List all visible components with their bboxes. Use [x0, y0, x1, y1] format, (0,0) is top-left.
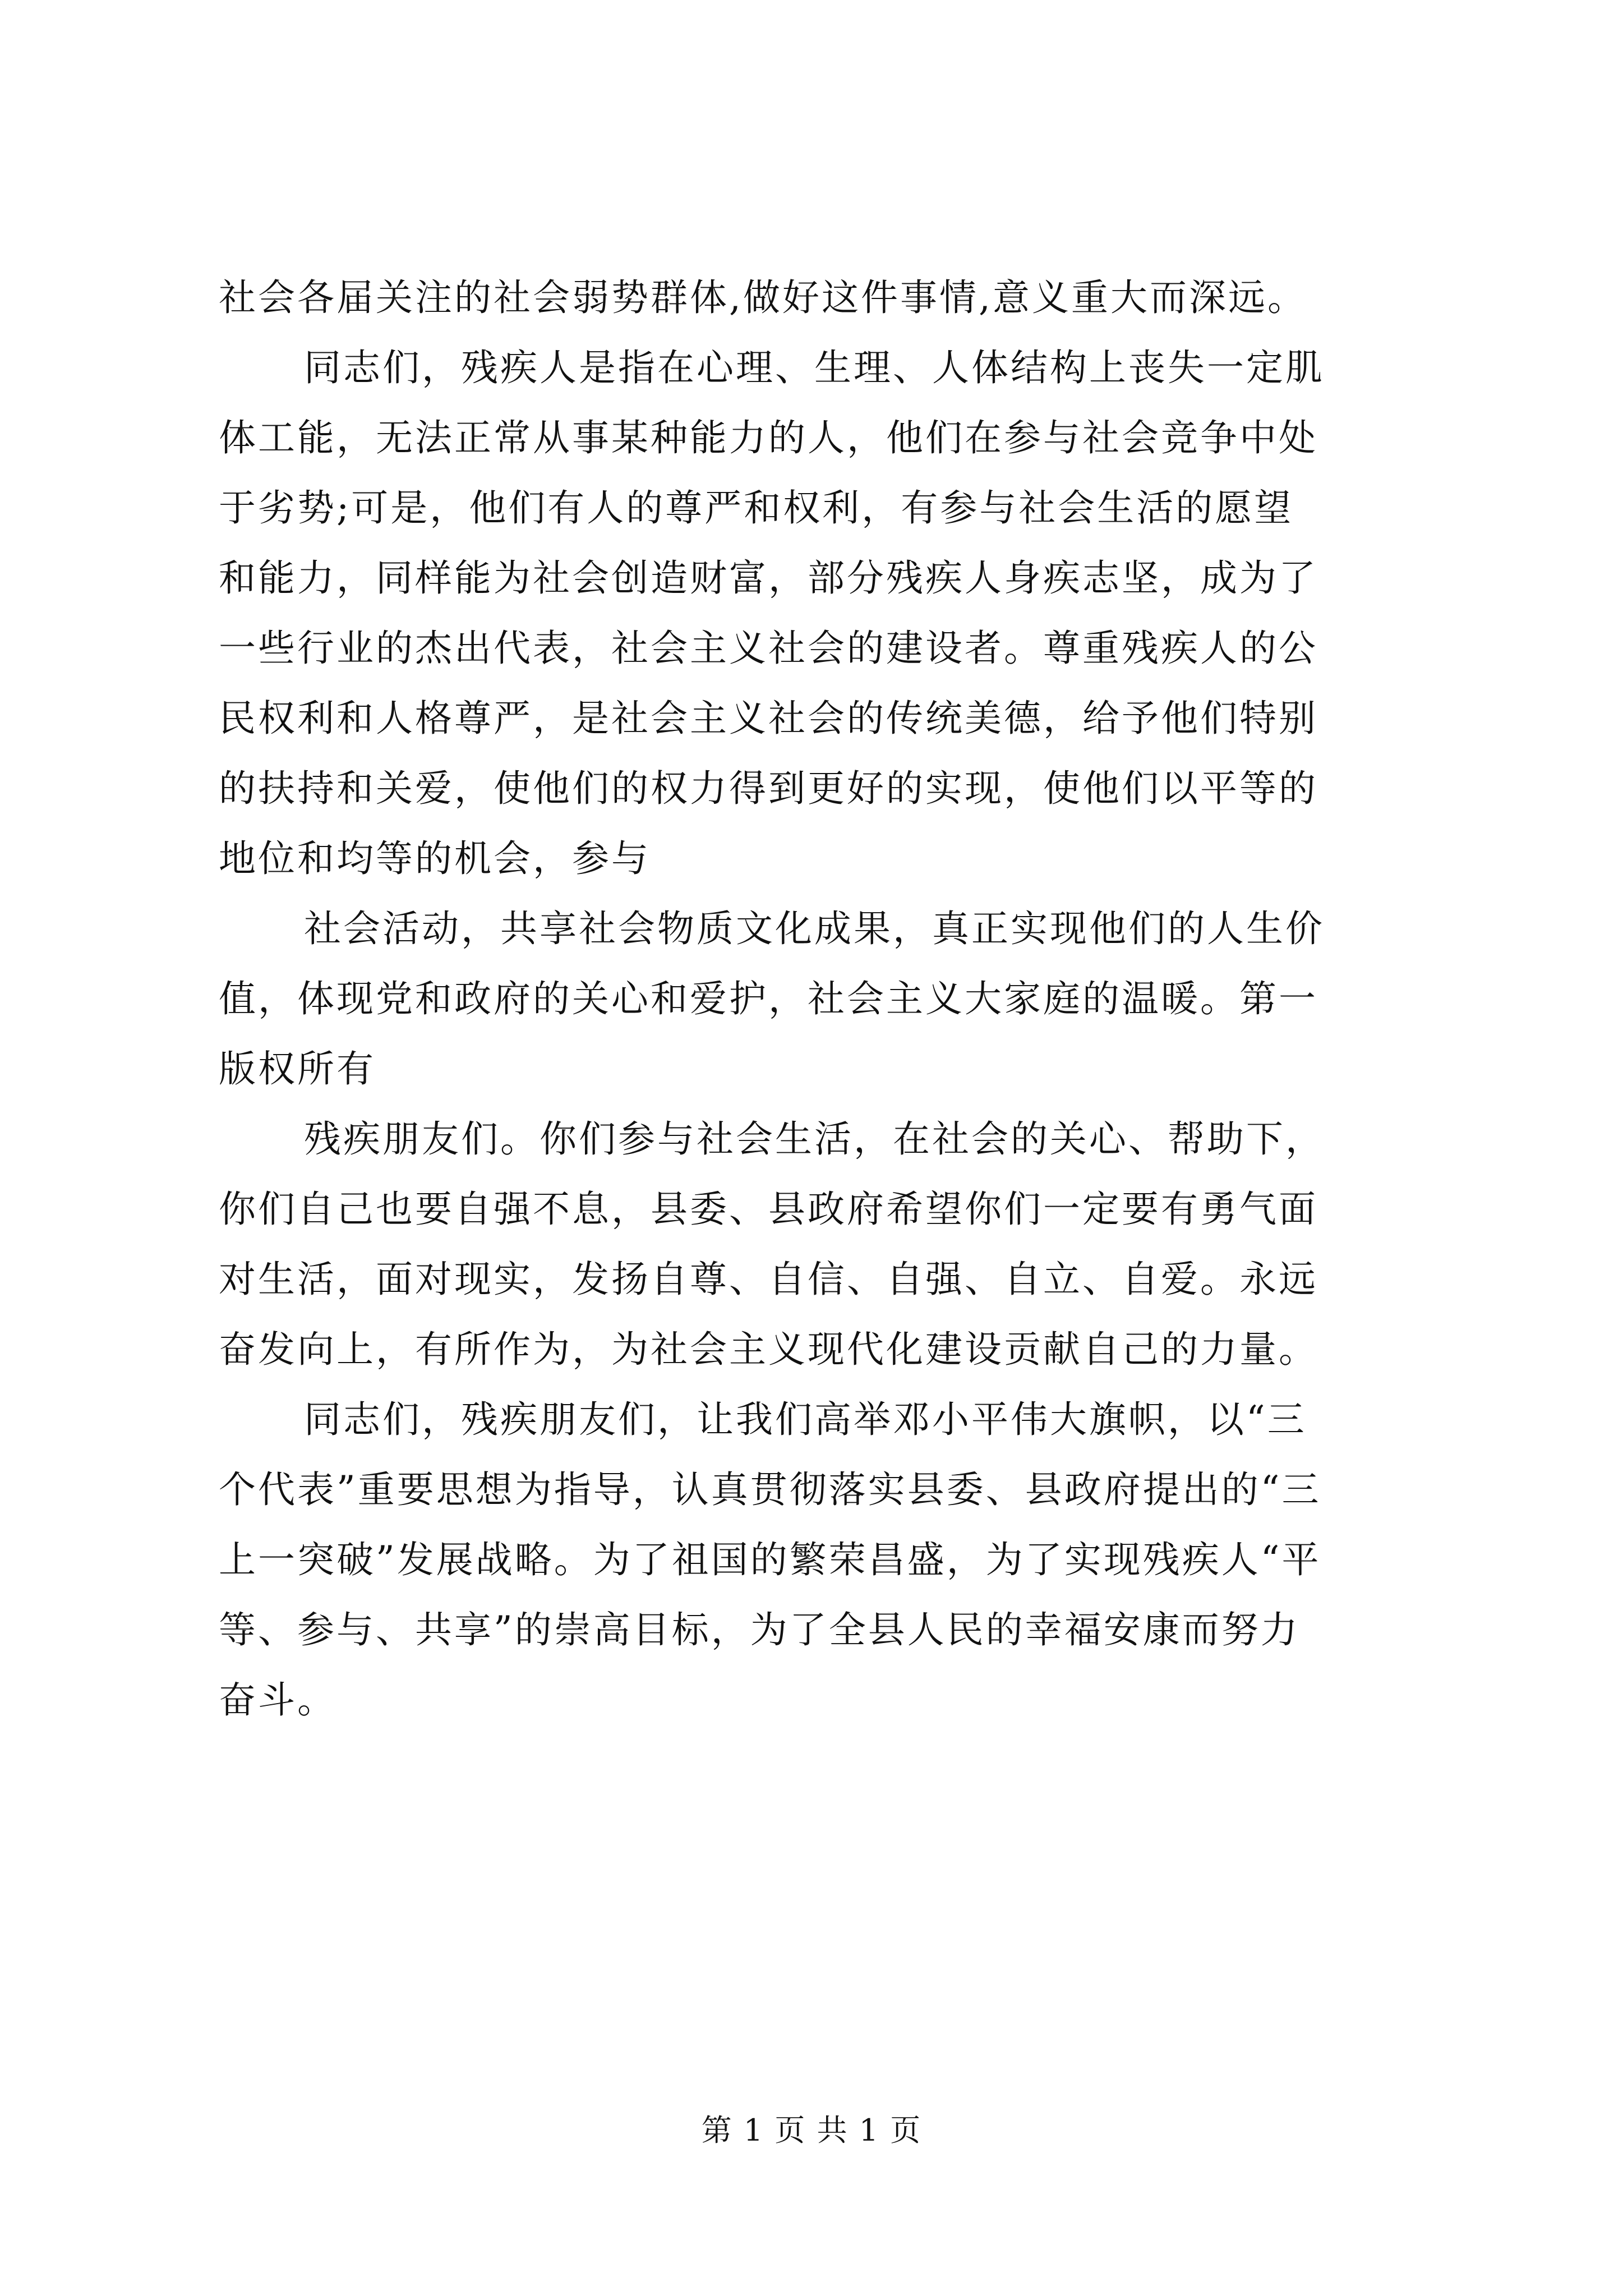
text-line: 于劣势;可是，他们有人的尊严和权利，有参与社会生活的愿望 [219, 486, 1294, 530]
text-line: 版权所有 [219, 1047, 376, 1091]
text-line: 残疾朋友们。你们参与社会生活，在社会的关心、帮助下， [304, 1117, 1325, 1161]
text-line: 对生活，面对现实，发扬自尊、自信、自强、自立、自爱。永远 [219, 1258, 1318, 1301]
text-line: 和能力，同样能为社会创造财富，部分残疾人身疾志坚，成为了 [219, 556, 1318, 600]
text-line: 一些行业的杰出代表，社会主义社会的建设者。尊重残疾人的公 [219, 627, 1318, 670]
text-line: 同志们，残疾人是指在心理、生理、人体结构上丧失一定肌 [304, 346, 1325, 389]
text-line: 等、参与、共享”的崇高目标，为了全县人民的幸福安康而努力 [219, 1608, 1300, 1651]
text-line: 体工能，无法正常从事某种能力的人，他们在参与社会竞争中处 [219, 416, 1318, 459]
text-line: 值，体现党和政府的关心和爱护，社会主义大家庭的温暖。第一 [219, 977, 1318, 1020]
text-line: 你们自己也要自强不息，县委、县政府希望你们一定要有勇气面 [219, 1188, 1318, 1231]
text-line: 上一突破”发展战略。为了祖国的繁荣昌盛，为了实现残疾人“平 [219, 1538, 1321, 1581]
text-line: 的扶持和关爱，使他们的权力得到更好的实现，使他们以平等的 [219, 767, 1318, 810]
text-line: 奋发向上，有所作为，为社会主义现代化建设贡献自己的力量。 [219, 1328, 1318, 1371]
text-line: 社会活动，共享社会物质文化成果，真正实现他们的人生价 [304, 907, 1325, 950]
page-number-label: 第 1 页 共 1 页 [701, 2113, 922, 2148]
text-line: 同志们，残疾朋友们，让我们高举邓小平伟大旗帜，以“三 [304, 1398, 1307, 1441]
text-line: 民权利和人格尊严，是社会主义社会的传统美德，给予他们特别 [219, 697, 1318, 740]
text-line: 个代表”重要思想为指导，认真贯彻落实县委、县政府提出的“三 [219, 1468, 1321, 1511]
document-body [219, 263, 1424, 1735]
text-line: 社会各届关注的社会弱势群体,做好这件事情,意义重大而深远。 [219, 276, 1307, 319]
text-line: 地位和均等的机会，参与 [219, 837, 651, 880]
page-footer [0, 2106, 1623, 2150]
text-line: 奋斗。 [219, 1678, 336, 1722]
